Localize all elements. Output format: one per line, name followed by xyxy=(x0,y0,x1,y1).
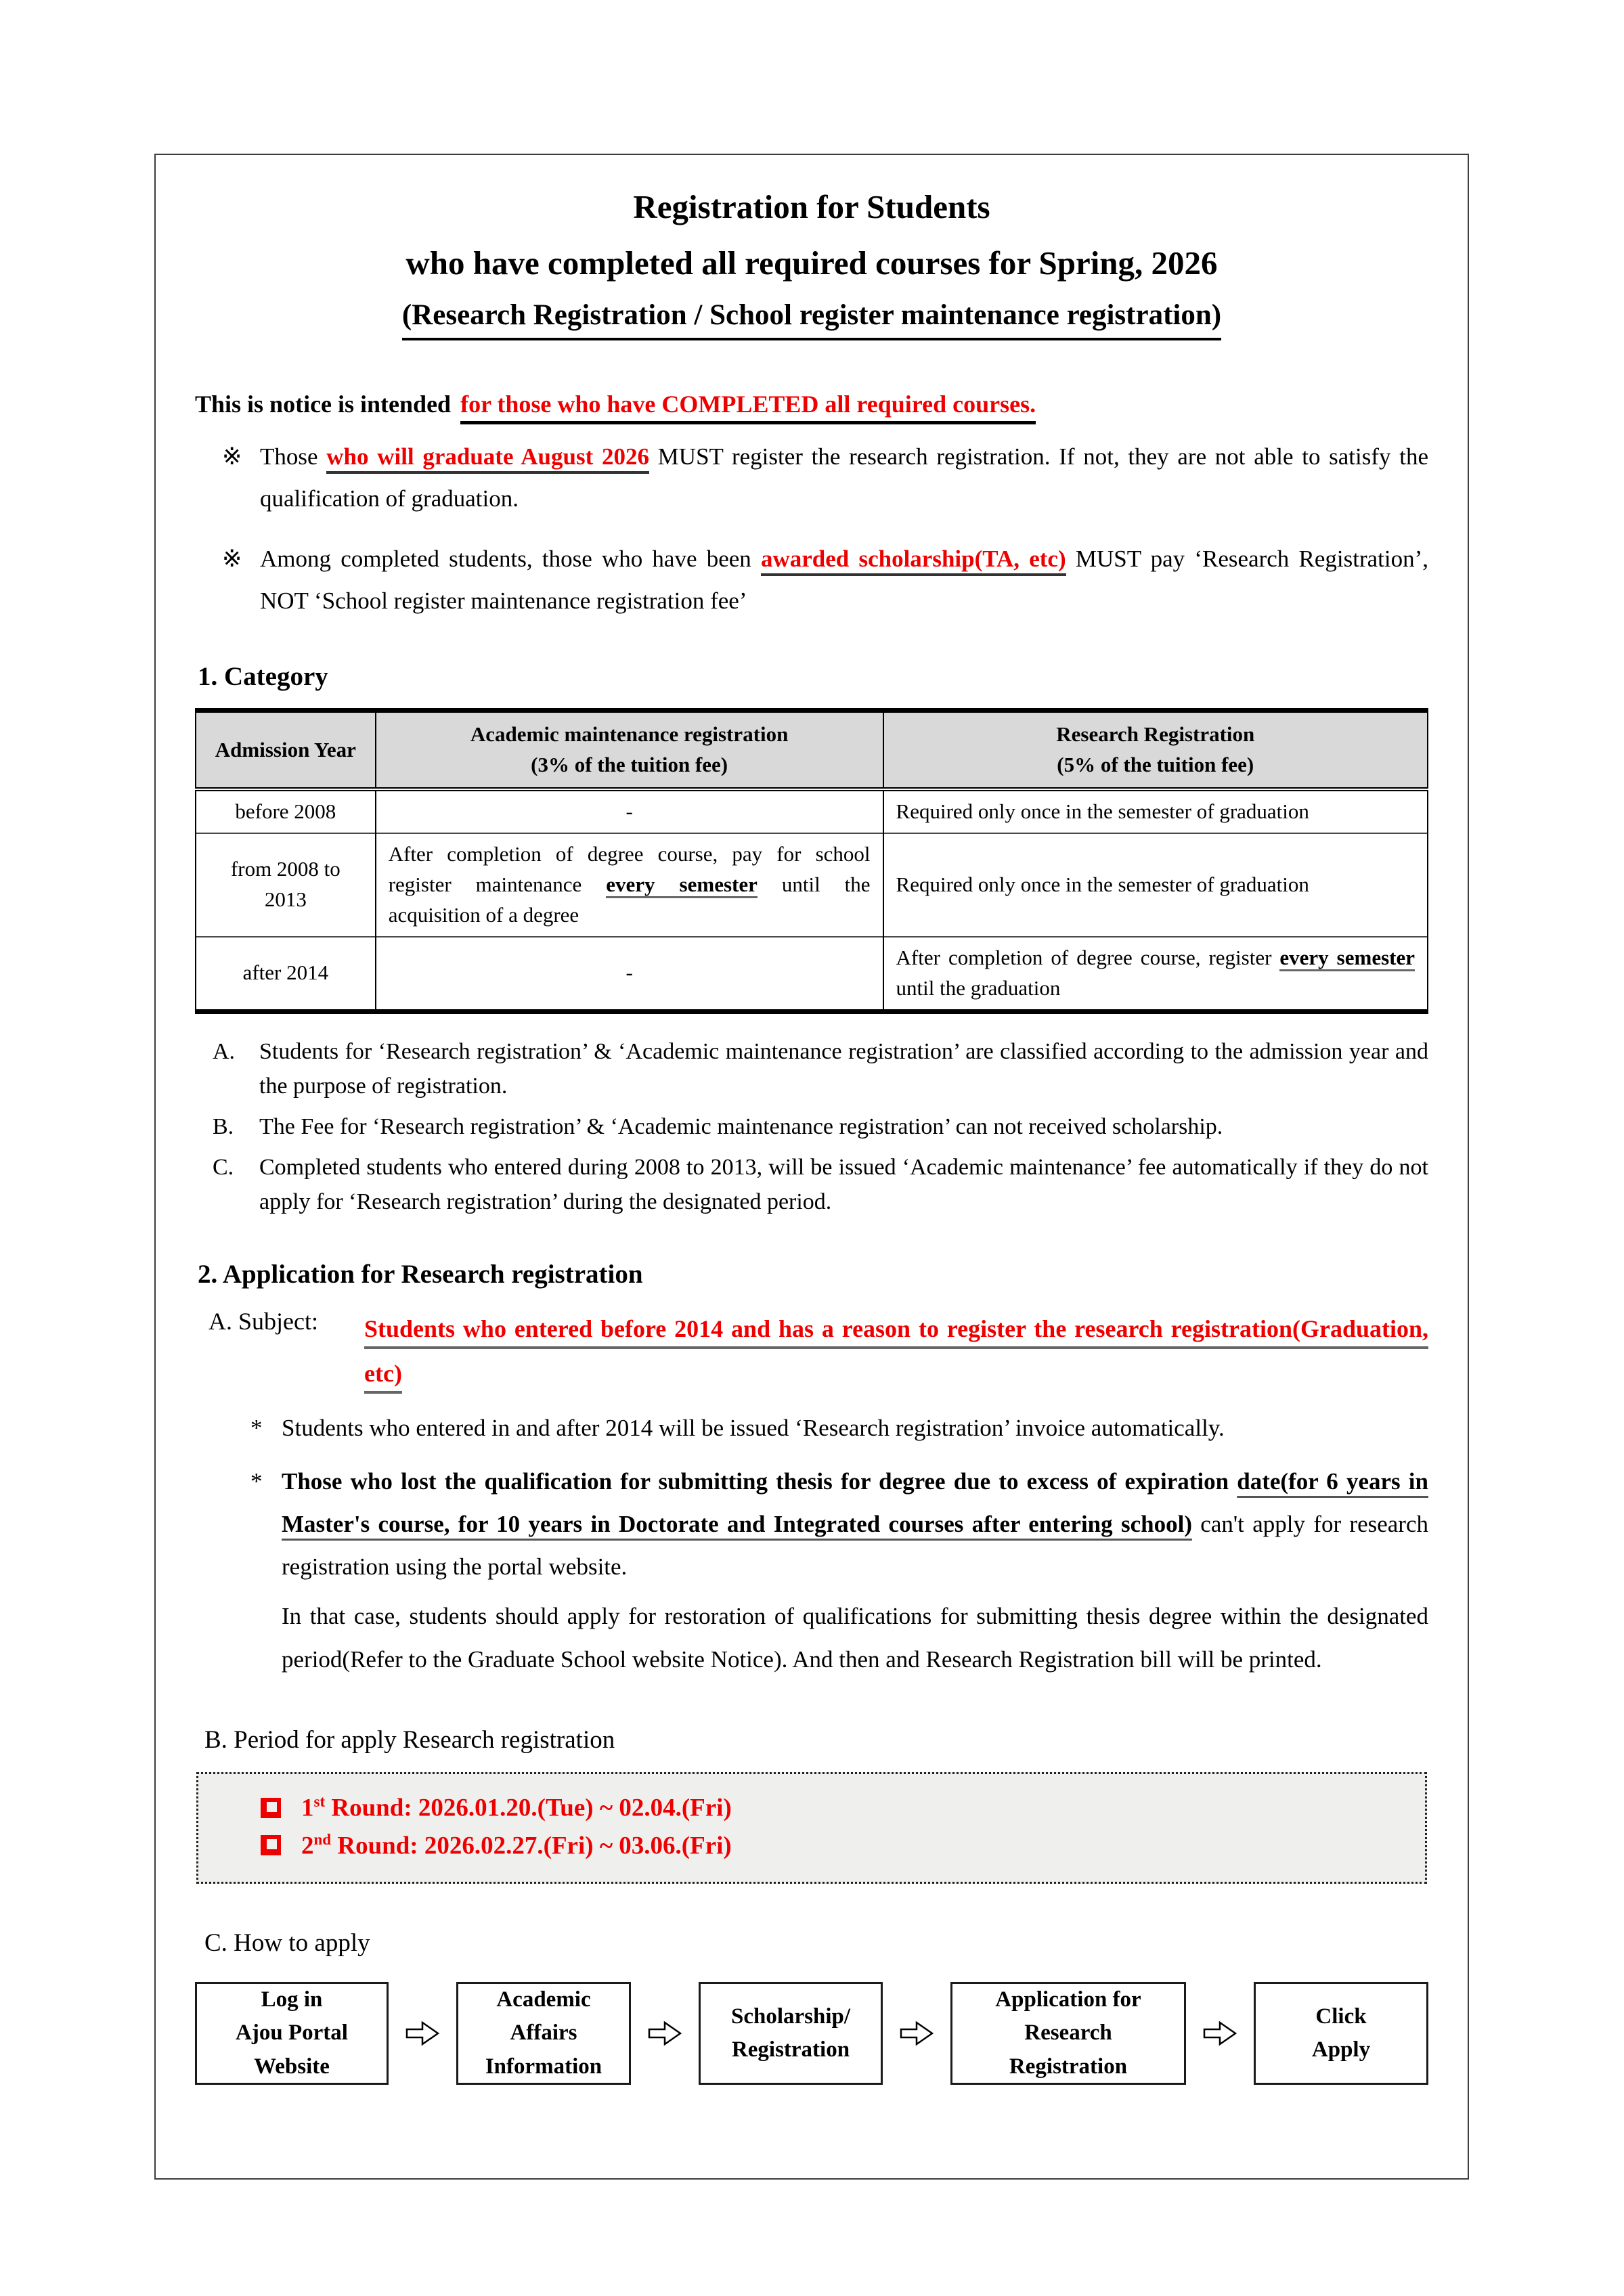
cell-text: After completion of degree course, pay for school register maintenance xyxy=(388,842,871,896)
col-header-academic-maintenance xyxy=(376,711,883,789)
category-notes xyxy=(195,1034,1428,1220)
notice-item-1-post: MUST register the research registration. If not, they are not able to satisfy the qualification of graduation. xyxy=(260,443,1428,512)
table-row xyxy=(196,833,1428,937)
note-c-text: Completed students who entered during 2008 to 2013, will be issued ‘Academic maintenance’ fee automatically if they do not apply for ‘Research registration’ during the designated period. xyxy=(259,1154,1428,1215)
step-line: Application for xyxy=(995,1987,1141,2012)
table-row xyxy=(196,789,1428,833)
col-header-academic-title: Academic maintenance registration xyxy=(470,722,789,747)
round-1-ordinal: st xyxy=(313,1793,326,1811)
page-title-line-3 xyxy=(195,299,1428,332)
notice-intro-black: This is notice is intended xyxy=(195,391,452,418)
notice-item-2-post: MUST pay ‘Research Registration’, NOT ‘School register maintenance registration fee’ xyxy=(260,545,1428,614)
note-c-label: C. xyxy=(213,1154,234,1180)
col-header-academic-sub: (3% of the tuition fee) xyxy=(531,753,728,777)
notice-item-1 xyxy=(195,436,1428,521)
note-b-label: B. xyxy=(213,1114,234,1140)
subject-row xyxy=(195,1307,1428,1396)
col-header-admission-year: Admission Year xyxy=(196,711,376,789)
cell-year-after-2014: after 2014 xyxy=(196,937,376,1011)
note-b-text: The Fee for ‘Research registration’ & ‘Academic maintenance registration’ can not received scholarship. xyxy=(259,1114,1223,1140)
cell-research-before-2008 xyxy=(883,789,1428,833)
page-title-line-2: who have completed all required courses for Spring, 2026 xyxy=(405,244,1218,282)
round-1-dates: Round: 2026.01.20.(Tue) ~ 02.04.(Fri) xyxy=(325,1794,732,1822)
step-line: Scholarship/ xyxy=(730,2004,851,2029)
notice-item-2-highlight: awarded scholarship(TA, etc) xyxy=(761,546,1066,576)
note-b xyxy=(195,1109,1428,1145)
page-title-subtitle: (Research Registration / School register maintenance registration) xyxy=(402,299,1221,340)
star-item-1 xyxy=(195,1407,1428,1449)
checkbox-icon xyxy=(261,1798,281,1818)
note-a xyxy=(195,1034,1428,1104)
note-c xyxy=(195,1150,1428,1220)
round-2-dates: Round: 2026.02.27.(Fri) ~ 03.06.(Fri) xyxy=(331,1832,732,1860)
step-line: Log in xyxy=(261,1987,323,2012)
col-header-research-registration xyxy=(883,711,1428,789)
cell-text-emphasis: every semester xyxy=(606,873,758,898)
notice-item-1-highlight: who will graduate August 2026 xyxy=(326,443,649,474)
round-1-text xyxy=(301,1793,732,1822)
category-table xyxy=(195,708,1428,1014)
table-row xyxy=(196,937,1428,1011)
restoration-paragraph: In that case, students should apply for restoration of qualifications for submitting thesis degree within the designated period(Refer to the Graduate School website Notice). And then and Research Registration bill will be printed. xyxy=(282,1603,1428,1673)
how-to-apply-heading: C. How to apply xyxy=(204,1929,370,1958)
step-line: Ajou Portal xyxy=(236,2021,348,2046)
round-2-ordinal: nd xyxy=(313,1830,332,1848)
cell-text: until the acquisition of a degree xyxy=(388,872,871,927)
notice-intro-red: for those who have COMPLETED all required courses. xyxy=(460,391,1036,424)
cell-year-2008-2013: from 2008 to 2013 xyxy=(196,833,376,937)
cell-text: until the graduation xyxy=(896,975,1061,1000)
section-2-heading: 2. Application for Research registration xyxy=(198,1260,643,1289)
flow-step-click-apply xyxy=(1254,1982,1428,2085)
right-arrow-icon xyxy=(1202,2018,1238,2048)
cell-text-emphasis: every semester xyxy=(1279,946,1415,971)
page-title-line-1: Registration for Students xyxy=(633,188,990,225)
round-2-text xyxy=(301,1831,732,1860)
note-a-text: Students for ‘Research registration’ & ‘Academic maintenance registration’ are classified according to the admission year and the purpose of registration. xyxy=(259,1038,1428,1099)
round-2-line xyxy=(261,1831,1398,1860)
document-page xyxy=(154,154,1469,2180)
step-line: Click xyxy=(1315,2004,1367,2029)
round-1-num: 1 xyxy=(301,1794,314,1822)
step-line: Registration xyxy=(1009,2054,1128,2079)
section-1-heading: 1. Category xyxy=(198,662,328,692)
cell-academic-2008-2013 xyxy=(376,833,883,937)
subject-highlight: Students who entered before 2014 and has a reason to register the research registration(Graduation, etc) xyxy=(364,1315,1428,1387)
reference-mark-icon: ※ xyxy=(222,545,242,572)
star-item-2-bold-underline: date(for 6 years in Master's course, for 10 years in Doctorate and Integrated courses after entering school) xyxy=(282,1468,1428,1538)
step-line: Registration xyxy=(731,2037,850,2062)
notice-intro xyxy=(195,390,1428,418)
period-box xyxy=(196,1772,1427,1884)
right-arrow-icon xyxy=(646,2018,683,2048)
round-2-num: 2 xyxy=(301,1832,314,1860)
flow-step-login xyxy=(195,1982,389,2085)
right-arrow-icon xyxy=(404,2018,441,2048)
cell-research-after-2014 xyxy=(883,937,1428,1011)
step-line: Information xyxy=(485,2054,602,2079)
cell-year-before-2008: before 2008 xyxy=(196,789,376,833)
cell-text: Required only once in the semester of graduation xyxy=(896,799,1309,824)
right-arrow-icon xyxy=(898,2018,935,2048)
checkbox-icon xyxy=(261,1835,281,1855)
subject-body xyxy=(364,1307,1428,1396)
apply-flow xyxy=(195,1982,1428,2085)
star-item-2 xyxy=(195,1460,1428,1588)
flow-step-academic-affairs xyxy=(456,1982,631,2085)
star-item-2-bold: Those who lost the qualification for submitting thesis for degree due to excess of expiration xyxy=(282,1468,1237,1495)
notice-item-2 xyxy=(195,538,1428,623)
step-line: Apply xyxy=(1311,2037,1371,2062)
cell-text: Required only once in the semester of graduation xyxy=(896,872,1309,896)
col-header-research-sub: (5% of the tuition fee) xyxy=(1057,753,1254,777)
cell-text: After completion of degree course, register xyxy=(896,945,1280,969)
asterisk-mark-icon: * xyxy=(250,1468,263,1495)
star-item-1-text: Students who entered in and after 2014 will be issued ‘Research registration’ invoice automatically. xyxy=(282,1415,1225,1442)
cell-research-2008-2013 xyxy=(883,833,1428,937)
step-line: Website xyxy=(254,2054,330,2079)
notice-item-2-pre: Among completed students, those who have been xyxy=(260,545,761,572)
reference-mark-icon: ※ xyxy=(222,443,242,470)
round-1-line xyxy=(261,1793,1398,1822)
col-header-research-title: Research Registration xyxy=(1056,722,1255,747)
period-heading: B. Period for apply Research registration xyxy=(204,1726,615,1754)
flow-step-scholarship-registration xyxy=(699,1982,883,2085)
step-line: Affairs xyxy=(510,2021,577,2046)
notice-item-1-pre: Those xyxy=(260,443,327,470)
step-line: Academic xyxy=(496,1987,591,2012)
flow-step-application-research xyxy=(950,1982,1186,2085)
cell-academic-before-2008: - xyxy=(376,789,883,833)
subject-label: A. Subject: xyxy=(209,1308,318,1335)
cell-academic-after-2014: - xyxy=(376,937,883,1011)
star-item-2-plain: can't apply for research registration using the portal website. xyxy=(282,1511,1428,1581)
note-a-label: A. xyxy=(213,1038,236,1064)
asterisk-mark-icon: * xyxy=(250,1415,263,1442)
step-line: Research xyxy=(1024,2021,1112,2046)
table-header-row xyxy=(196,711,1428,789)
